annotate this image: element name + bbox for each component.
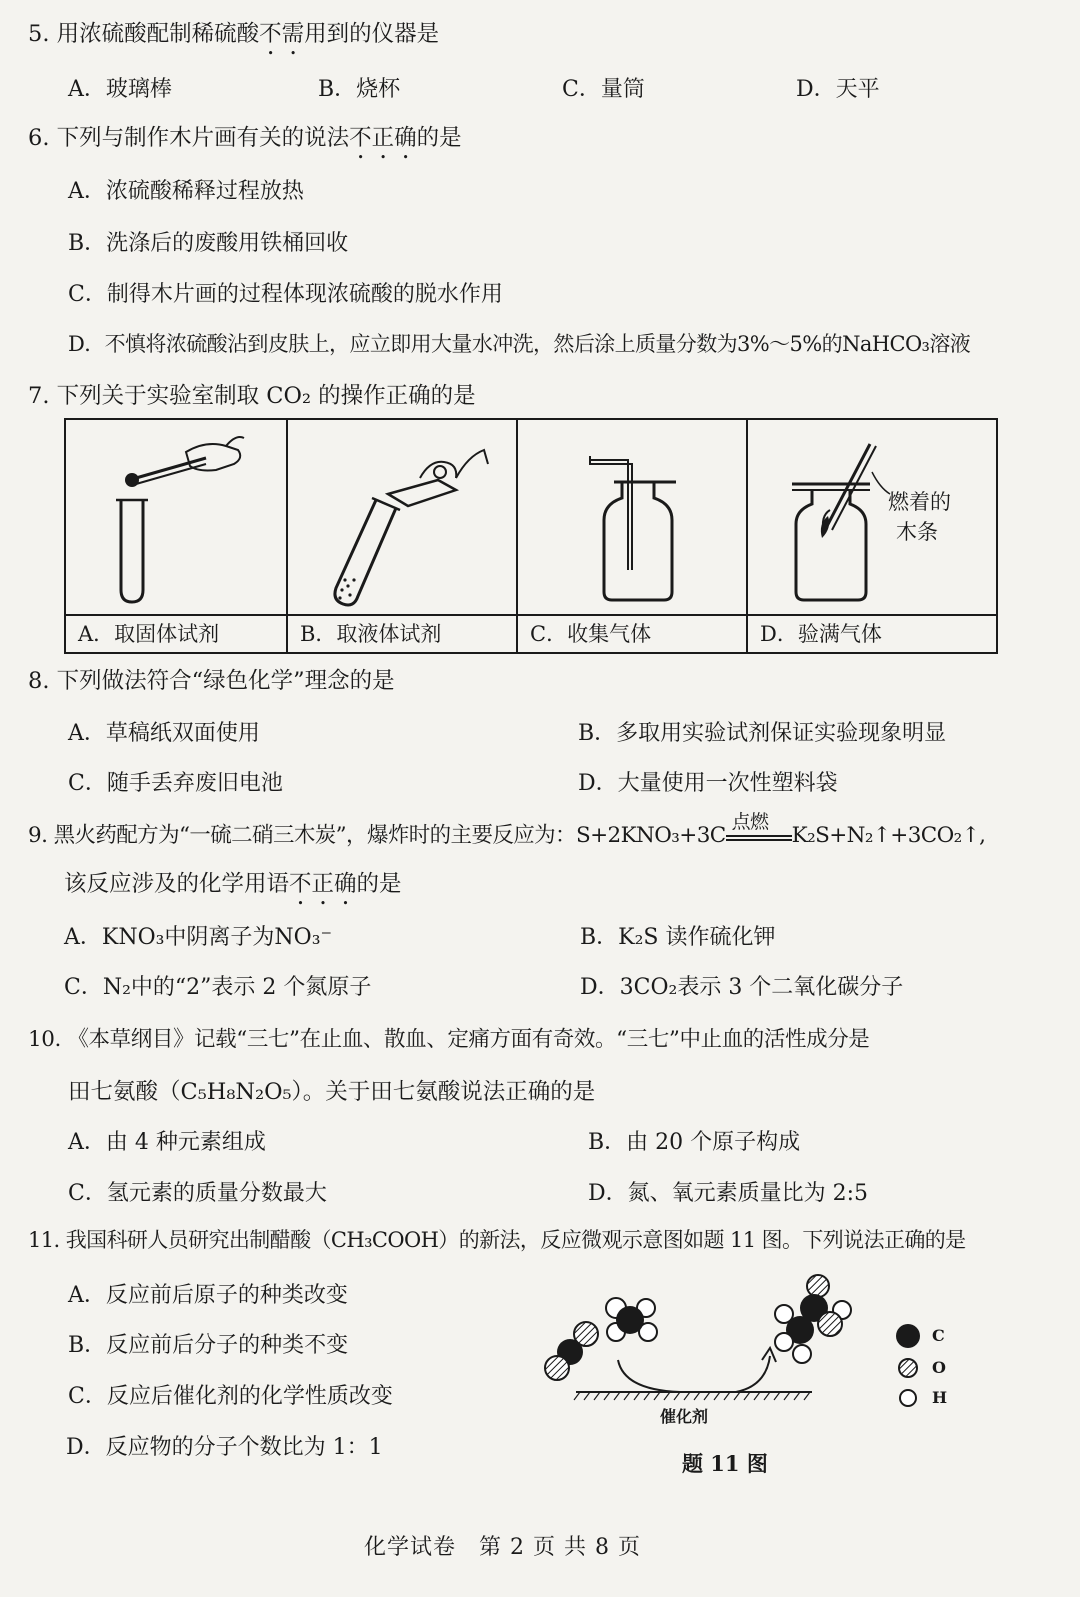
q8-option-c: C．随手丢弃废旧电池 (68, 771, 283, 796)
q9-option-b: B．K₂S 读作硫化钾 (580, 925, 776, 950)
q10-option-b: B．由 20 个原子构成 (588, 1130, 801, 1155)
q7-cell-d (748, 420, 996, 652)
question-10-stem (28, 1022, 869, 1053)
q9-stem-line2 (64, 866, 402, 910)
q7-caption-a: A．取固体试剂 (66, 614, 286, 652)
q7-number: 7. (28, 383, 50, 409)
legend-oxygen: O (932, 1358, 946, 1377)
q11-option-a: A．反应前后原子的种类改变 (68, 1283, 348, 1308)
q6-stem-post: 的是 (416, 125, 462, 151)
q10-option-a: A．由 4 种元素组成 (68, 1130, 266, 1155)
q10-line2: 田七氨酸（C₅H₈N₂O₅）。关于田七氨酸说法正确的是 (68, 1079, 596, 1105)
q9-option-a: A．KNO₃中阴离子为NO₃⁻ (64, 925, 333, 950)
burning-splint-label-1: 燃着的 (888, 490, 951, 514)
reaction-condition: 点燃 (731, 811, 769, 833)
q9-line2-pre: 该反应涉及的化学用语 (64, 871, 290, 897)
q9-stem: 黑火药配方为“一硫二硝三木炭”，爆炸时的主要反应为： (53, 823, 576, 848)
legend-hydrogen: H (932, 1388, 948, 1407)
q6-stem-emphasis: 不正确 (349, 125, 417, 151)
q7-cell-a (66, 420, 288, 652)
q5-option-c: C．量筒 (562, 77, 645, 102)
q6-option-a: A．浓硫酸稀释过程放热 (68, 179, 304, 204)
q5-number: 5. (28, 21, 50, 47)
q7-cell-c (518, 420, 748, 652)
q7-cell-b (288, 420, 518, 652)
q9-line2-post: 的是 (356, 871, 402, 897)
q7-stem: 下列关于实验室制取 CO₂ 的操作正确的是 (56, 383, 476, 409)
q7-caption-c: C．收集气体 (518, 614, 746, 652)
q6-stem-pre: 下列与制作木片画有关的说法 (56, 125, 350, 151)
q5-stem-post: 用到的仪器是 (304, 21, 440, 47)
q9-equation-right: K₂S+N₂↑+3CO₂↑, (791, 823, 986, 848)
q10-line1: 《本草纲目》记载“三七”在止血、散血、定痛方面有奇效。“三七”中止血的活性成分是 (67, 1027, 870, 1052)
q7-caption-d: D．验满气体 (748, 614, 996, 652)
q11-number: 11. (28, 1228, 60, 1252)
q6-option-d: D．不慎将浓硫酸沾到皮肤上，应立即用大量水冲洗，然后涂上质量分数为3%～5%的NaHCO₃溶液 (68, 332, 971, 356)
burning-splint-bottle-icon (748, 420, 996, 616)
catalyst-label: 催化剂 (660, 1407, 709, 1426)
q9-number: 9. (28, 823, 48, 848)
q11-option-d: D．反应物的分子个数比为 1：1 (66, 1435, 383, 1460)
q5-stem-pre: 用浓硫酸配制稀硫酸 (56, 21, 260, 47)
q8-option-a: A．草稿纸双面使用 (68, 721, 260, 746)
q8-option-d: D．大量使用一次性塑料袋 (578, 771, 838, 796)
test-tube-with-forceps-icon (66, 420, 288, 616)
reaction-microscopic-diagram (540, 1268, 960, 1418)
question-11-stem (28, 1224, 966, 1254)
q6-option-c: C．制得木片画的过程体现浓硫酸的脱水作用 (68, 282, 503, 307)
q11-stem: 我国科研人员研究出制醋酸（CH₃COOH）的新法，反应微观示意图如题 11 图。下列说法正确的是 (65, 1228, 966, 1252)
question-7-stem (28, 378, 476, 410)
pouring-test-tube-icon (288, 420, 518, 616)
q10-option-d: D．氮、氧元素质量比为 2:5 (588, 1181, 869, 1206)
q11-option-c: C．反应后催化剂的化学性质改变 (68, 1384, 393, 1409)
q6-number: 6. (28, 125, 50, 151)
page-footer: 化学试卷 第 2 页 共 8 页 (364, 1535, 641, 1560)
q6-option-b: B．洗涤后的废酸用铁桶回收 (68, 231, 349, 256)
q7-options-figure (64, 418, 998, 654)
q10-option-c: C．氢元素的质量分数最大 (68, 1181, 327, 1206)
q9-equation-left: S+2KNO₃+3C (575, 823, 726, 848)
q5-stem-emphasis: 不需 (259, 21, 305, 47)
figure-11-caption: 题 11 图 (682, 1451, 768, 1476)
gas-collection-bottle-icon (518, 420, 748, 616)
q5-option-b: B．烧杯 (318, 77, 401, 102)
question-5-stem (28, 16, 439, 60)
reaction-condition-arrow (726, 811, 792, 847)
q8-option-b: B．多取用实验试剂保证实验现象明显 (578, 721, 947, 746)
question-8-stem (28, 663, 395, 695)
burning-splint-label-2: 木条 (896, 520, 938, 544)
q9-option-c: C．N₂中的“2”表示 2 个氮原子 (64, 975, 372, 1000)
q8-stem: 下列做法符合“绿色化学”理念的是 (56, 668, 395, 694)
question-9-stem (28, 811, 986, 849)
q9-line2-emphasis: 不正确 (289, 871, 357, 897)
q8-number: 8. (28, 668, 50, 694)
q5-option-a: A．玻璃棒 (68, 77, 172, 102)
question-6-stem (28, 120, 462, 164)
q9-option-d: D．3CO₂表示 3 个二氧化碳分子 (580, 975, 904, 1000)
legend-carbon: C (932, 1326, 945, 1345)
q5-option-d: D．天平 (796, 77, 880, 102)
q10-number: 10. (28, 1027, 61, 1052)
q11-option-b: B．反应前后分子的种类不变 (68, 1333, 349, 1358)
q7-caption-b: B．取液体试剂 (288, 614, 516, 652)
